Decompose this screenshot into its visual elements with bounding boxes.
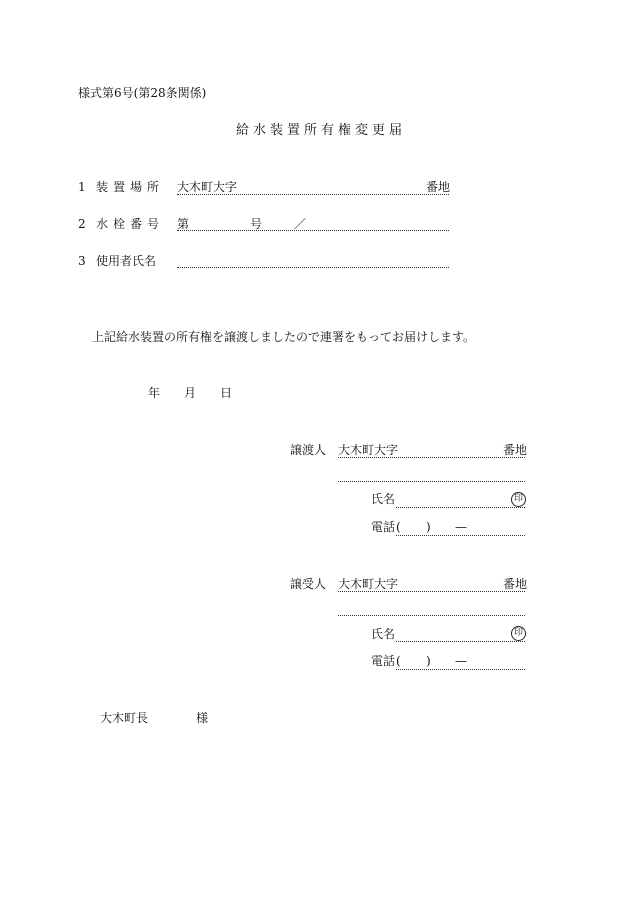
- transferee-address-suffix: 番地: [503, 577, 528, 591]
- transferor-phone-open: (: [396, 520, 401, 534]
- transferor-phone-label: 電話: [371, 520, 396, 534]
- transferor-name-label: 氏名: [371, 492, 396, 506]
- item-3-number: 3: [78, 254, 86, 268]
- transferor-address-line-2[interactable]: [338, 481, 525, 482]
- transferee-address-prefix: 大木町大字: [338, 577, 399, 591]
- transferor-address-prefix: 大木町大字: [338, 443, 399, 457]
- transferee-name-line[interactable]: [396, 641, 525, 642]
- addressee-honorific: 様: [196, 711, 209, 725]
- item-2-slash: ／: [294, 217, 307, 231]
- transferor-phone-line[interactable]: [396, 535, 525, 536]
- transferor-name-line[interactable]: [396, 507, 525, 508]
- transferor-phone-close: ): [426, 520, 431, 534]
- date-month: 月: [184, 386, 197, 400]
- transferee-address-line[interactable]: [338, 591, 525, 592]
- transferor-role: 譲渡人: [290, 443, 327, 457]
- item-3-field-line[interactable]: [177, 267, 449, 268]
- transferee-role: 譲受人: [290, 577, 327, 591]
- item-1-label: 装置場所: [96, 180, 165, 194]
- item-2-middle: 号: [250, 217, 263, 231]
- transferee-phone-dash: —: [455, 654, 467, 668]
- transferee-phone-close: ): [426, 654, 431, 668]
- transferor-address-line[interactable]: [338, 457, 525, 458]
- transferee-address-line-2[interactable]: [338, 615, 525, 616]
- item-2-prefix: 第: [177, 217, 190, 231]
- statement: 上記給水装置の所有権を譲渡しましたので連署をもってお届けします。: [92, 330, 476, 344]
- transferor-seal-icon: 印: [511, 492, 526, 507]
- transferee-phone-label: 電話: [371, 654, 396, 668]
- item-3-label: 使用者氏名: [96, 254, 157, 268]
- transferee-name-label: 氏名: [371, 627, 396, 641]
- date-day: 日: [220, 386, 233, 400]
- date-year: 年: [148, 386, 161, 400]
- transferor-address-suffix: 番地: [503, 443, 528, 457]
- item-2-number: 2: [78, 217, 86, 231]
- transferor-phone-dash: —: [455, 520, 467, 534]
- item-2-label: 水栓番号: [96, 217, 165, 231]
- transferee-seal-icon: 印: [511, 626, 526, 641]
- item-1-field-line[interactable]: [177, 194, 449, 195]
- item-1-suffix: 番地: [426, 180, 451, 194]
- form-title: 給水装置所有権変更届: [236, 123, 407, 138]
- item-1-number: 1: [78, 180, 86, 194]
- item-1-prefix: 大木町大字: [177, 180, 238, 194]
- form-number: 様式第6号(第28条関係): [78, 86, 207, 100]
- item-2-field-line[interactable]: [177, 230, 449, 231]
- transferee-phone-open: (: [396, 654, 401, 668]
- transferee-phone-line[interactable]: [396, 669, 525, 670]
- addressee-name: 大木町長: [100, 711, 149, 725]
